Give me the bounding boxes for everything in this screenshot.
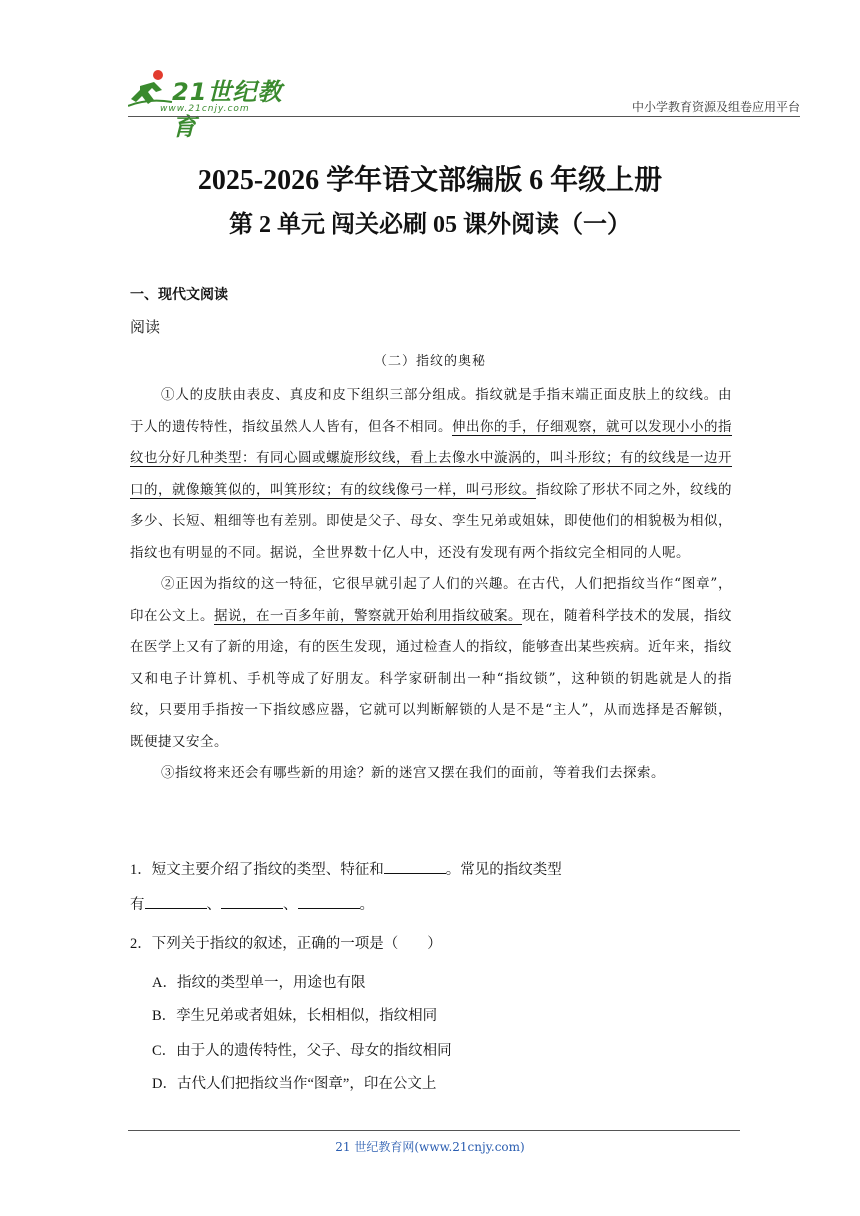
paragraph-3: ③指纹将来还会有哪些新的用途？新的迷宫又摆在我们的面前，等着我们去探索。 <box>161 765 666 781</box>
question-end: 。 <box>359 897 374 913</box>
option-b[interactable]: B．孪生兄弟或者姐妹，长相相似，指纹相同 <box>152 1008 438 1024</box>
read-label: 阅读 <box>130 318 161 336</box>
question-text: 1．短文主要介绍了指纹的类型、特征和 <box>130 862 384 878</box>
option-a[interactable]: A．指纹的类型单一，用途也有限 <box>152 975 366 991</box>
paragraph-1 <box>130 380 732 569</box>
paragraph-text: ①人的皮肤由表皮、真皮和皮下组织三部分组成。指纹就是手指末端正面皮肤上的纹线。由于人的遗传特性，指纹虽然人人皆有，但各不相同。 <box>130 387 732 435</box>
question-text: 有 <box>130 897 145 913</box>
reading-passage <box>130 380 732 790</box>
underlined-text: 伸出你的手，仔细观察，就可以发现小小的指纹也分好几种类型：有同心圆或螺旋形纹线，看上去像水中漩涡的，叫斗形纹；有的纹线是一边开口的，就像簸箕似的，叫箕形纹；有的纹线像弓一样，叫弓形纹。 <box>130 418 732 498</box>
section-heading: 一、现代文阅读 <box>130 287 228 303</box>
header-divider <box>128 116 800 117</box>
footer-link[interactable]: 21 世纪教育网(www.21cnjy.com) <box>335 1140 525 1154</box>
paragraph-text: ②正因为指纹的这一特征，它很早就引起了人们的兴趣。在古代，人们把指纹当作“图章”，印在公文上。 <box>130 576 732 624</box>
page-header <box>0 0 860 141</box>
option-c[interactable]: C．由于人的遗传特性，父子、母女的指纹相同 <box>152 1043 452 1059</box>
paragraph-text: 指纹除了形状不同之外，纹线的多少、长短、粗细等也有差别。即使是父子、母女、孪生兄弟或姐妹，即使他们的相貌极为相似，指纹也有明显的不同。据说，全世界数十亿人中，还没有发现有两个指纹完全相同的人呢。 <box>130 481 732 561</box>
separator: 、 <box>283 897 298 913</box>
question-1-line-2 <box>130 893 374 914</box>
logo-url: www.21cnjy.com <box>160 104 250 114</box>
logo-text: 21世纪教育 <box>172 78 283 141</box>
platform-name: 中小学教育资源及组卷应用平台 <box>631 100 800 114</box>
underlined-text: 据说，在一百多年前，警察就开始利用指纹破案。 <box>214 607 522 624</box>
footer-divider <box>128 1130 740 1131</box>
question-1 <box>130 858 562 879</box>
document-title: 2025-2026 学年语文部编版 6 年级上册 <box>197 165 663 196</box>
answer-blank[interactable] <box>384 859 446 874</box>
runner-logo-icon <box>128 68 174 108</box>
site-logo[interactable] <box>120 66 300 141</box>
answer-blank[interactable] <box>145 894 207 909</box>
answer-blank[interactable] <box>298 894 360 909</box>
option-d[interactable]: D．古代人们把指纹当作“图章”，印在公文上 <box>152 1076 437 1092</box>
question-text: 。常见的指纹类型 <box>445 862 562 878</box>
answer-blank[interactable] <box>221 894 283 909</box>
passage-title: （二）指纹的奥秘 <box>373 354 486 369</box>
paragraph-text: 现在，随着科学技术的发展，指纹在医学上又有了新的用途，有的医生发现，通过检查人的指纹，能够查出某些疾病。近年来，指纹又和电子计算机、手机等成了好朋友。科学家研制出一种“指纹锁”，这种锁的钥匙就是人的指纹，只要用手指按一下指纹感应器，它就可以判断解锁的人是不是“主人”，从而选择是否解锁，既便捷又安全。 <box>130 607 732 750</box>
document-subtitle: 第 2 单元 闯关必刷 05 课外阅读（一） <box>229 212 631 238</box>
question-2: 2．下列关于指纹的叙述，正确的一项是（ ） <box>130 936 442 952</box>
separator: 、 <box>206 897 221 913</box>
paragraph-2 <box>130 569 732 758</box>
